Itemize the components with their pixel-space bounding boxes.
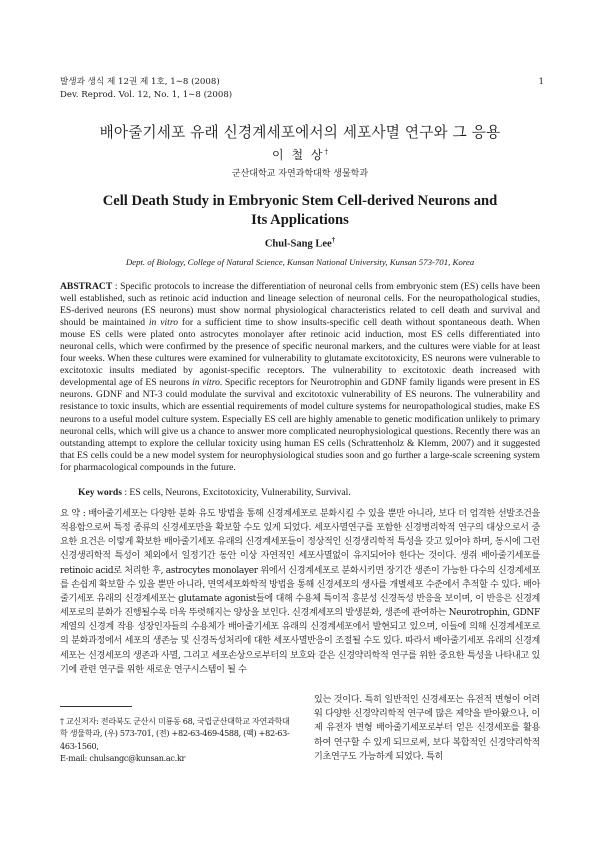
footnote-line-2: 학 생물학과, (우) 573-701, (전) +82-63-469-4588, (팩) +82-63-463-1560, bbox=[60, 728, 290, 751]
korean-abstract-continuation: 있는 것이다. 특히 일반적인 신경세포는 유전적 변형이 어려워 다양한 신경약리학적 연구에 많은 제약을 받아왔으나, 이제 유전자 변형 배아줄기세포로부터 얻은 신경세포를 활용하여 연구할 수 있게 되므로써, 보다 복합적인 신경약리학적 기초연구도 가능하게 되었다. 특히 bbox=[314, 695, 540, 762]
abstract-label: ABSTRACT bbox=[60, 281, 113, 292]
abstract-text-2: for a sufficient time to show insults-specific cell death without spontaneous death. When mouse ES cells were plated onto astrocytes monolayer after retinoic acid induction, most ES cells differentiated into neuronal cells, which were confirmed by the presence of specific neuronal markers, and the cultures were viable for at least four weeks. When these cultures were examined for vulnerability to glutamate excitotoxicity, ES neurons were vulnerable to excitotoxic insults mediated by agonist-specific receptors. The vulnerability to excitotoxic death increased with developmental age of ES neurons bbox=[60, 317, 540, 389]
corresponding-author-mark: † bbox=[324, 148, 328, 156]
abstract-italic-1: in vitro bbox=[148, 317, 178, 329]
journal-citation-korean: 발생과 생식 제 12권 제 1호, 1∼8 (2008) bbox=[60, 77, 220, 87]
page-number: 1 bbox=[538, 77, 544, 87]
corresponding-author-mark-english: † bbox=[331, 236, 336, 244]
korean-abstract-text: : 배아줄기세포는 다양한 분화 유도 방법을 통해 신경계세포로 분화시킬 수 있을 뿐만 아니라, 보다 더 엄격한 선발조건을 적용함으로써 특정 종류의 신경세포만을 확보할 수도 있게 되었다. 세포사멸연구를 포함한 신경병리학적 연구의 대상으로서 중요한 요건은 이렇게 확보한 배아줄기세포 유래의 신경계세포들이 정상적인 신경생리학적 특성을 갖고 있어야 하며, 동시에 그런 신경생리학적 특성이 체외에서 일정기간 동안 이상 자연적인 세포사멸없이 유지되어야 한다는 것이다. 생쥐 배아줄기세포를 retinoic acid로 처리한 후, astrocytes monolayer 위에서 신경계세포로 분화시키면 장기간 생존이 가능한 다수의 신경계세포를 손쉽게 확보할 수 있을 뿐만 아니라, 면역세포화학적 방법을 통해 신경세포의 생사를 개별세포 수준에서 추적할 수 있다. 배아줄기세포 유래의 신경계세포는 glutamate agonist들에 대해 수용체 특이적 흥분성 신경독성 반응을 보이며, 이 반응은 신경계세포로의 분화가 진행될수록 더욱 뚜렷해지는 양상을 보인다. 신경계세포의 발생분화, 생존에 관여하는 Neurotrophin, GDNF 계열의 신경계 작용 성장인자들의 수용체가 배아줄기세포 유래의 신경계세포에서 발현되고 있으며, 이들에 의해 신경계세포로의 분화과정에서 세포의 생존능 및 신경독성처리에 대한 세포사멸반응이 조절될 수도 있다. 따라서 배아줄기세포 유래의 신경계세포는 신경세포의 생존과 사멸, 그리고 세포손상으로부터의 보호와 같은 신경약리학적 연구를 위한 중요한 특성을 나타내고 있기에 관련 연구를 위한 새로운 연구시스템이 될 수 bbox=[60, 509, 540, 675]
journal-citation-english: Dev. Reprod. Vol. 12, No. 1, 1∼8 (2008) bbox=[60, 90, 233, 100]
title-english-line-2: Its Applications bbox=[251, 212, 349, 228]
abstract-italic-2: in vitro bbox=[192, 377, 220, 389]
footnote-divider bbox=[60, 706, 132, 707]
author-korean-name: 이 철 상 bbox=[272, 148, 325, 162]
abstract-text-1: : Specific protocols to increase the differentiation of neuronal cells from embryonic stem (ES) cells have been well established, such as retinoic acid induction and lineage selection of neuronal cells. For the neuropathological studies, ES-derived neurons (ES neurons) must show normal physiological characteristics related to cell death and survival and should be maintained bbox=[60, 281, 540, 329]
title-korean: 배아줄기세포 유래 신경계세포에서의 세포사멸 연구와 그 응용 bbox=[99, 124, 501, 141]
abstract-text-3: . Specific receptors for Neurotrophin and GDNF family ligands were present in ES neurons. GDNF and NT-3 could modulate the survival and excitotoxic vulnerability of ES neurons. The vulnerability and resistance to toxic insults, which are essential requirements of model culture systems for neuropathological studies, make ES neurons to a useful model culture system. Especially ES cell are highly amenable to genetic modification unlikely to primary neuronal cells, which will give us a chance to answer more complicated neurophysiological questions. Recently there was an outstanding attempt to explore the cellular toxicity using human ES cells (Schrattenholz & Klemm, 2007) and it suggested that ES cells could be a new model system for neurophysiological studies soon and go further a large-scale screening system for pharmacological compounds in the future. bbox=[60, 377, 541, 473]
title-english-line-1: Cell Death Study in Embryonic Stem Cell-derived Neurons and bbox=[102, 193, 498, 209]
footnote-line-1: † 교신저자: 전라북도 군산시 미룡동 68, 국립군산대학교 자연과학대 bbox=[60, 716, 290, 726]
korean-abstract-label: 요 약 bbox=[60, 509, 80, 519]
title-english bbox=[60, 192, 540, 230]
author-english-name: Chul-Sang Lee bbox=[264, 238, 332, 250]
abstract-korean-right-column bbox=[314, 693, 540, 764]
affiliation-english: Dept. of Biology, College of Natural Science, Kunsan National University, Kunsan 573-701, Korea bbox=[125, 257, 475, 267]
abstract-korean bbox=[60, 507, 540, 677]
affiliation-korean: 군산대학교 자연과학대학 생물학과 bbox=[231, 169, 369, 179]
footnote-email: E-mail: chulsangc@kunsan.ac.kr bbox=[60, 752, 186, 763]
abstract-english bbox=[60, 281, 540, 474]
author-english bbox=[0, 236, 600, 250]
author-korean bbox=[0, 146, 600, 163]
keywords bbox=[78, 487, 351, 498]
keywords-label: Key words bbox=[78, 487, 122, 498]
footnote bbox=[60, 715, 300, 764]
keywords-text: : ES cells, Neurons, Excitotoxicity, Vulnerability, Survival. bbox=[121, 487, 351, 498]
